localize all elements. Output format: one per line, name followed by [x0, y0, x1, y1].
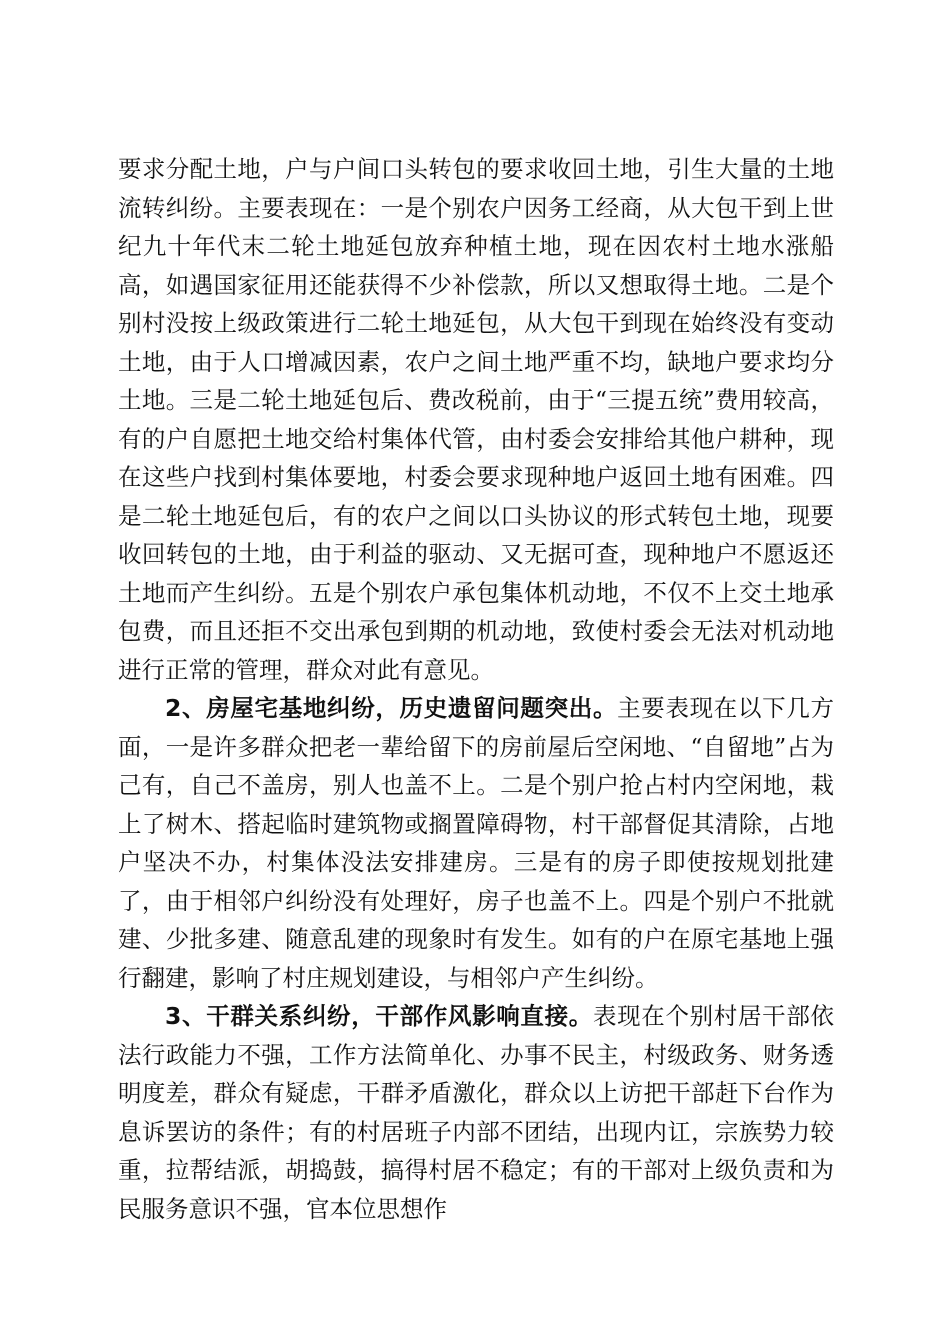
document-body — [118, 150, 834, 1228]
paragraph-text: 表现在个别村居干部依法行政能力不强，工作方法简单化、办事不民主，村级政务、财务透明度差，群众有疑虑，干群矛盾激化，群众以上访把干部赶下台作为息诉罢访的条件；有的村居班子内部不团结，出现内讧，宗族势力较重，拉帮结派，胡捣鼓，搞得村居不稳定；有的干部对上级负责和为民服务意识不强，官本位思想作 — [118, 1002, 834, 1223]
section-heading-cadre-relations: 3、干群关系纠纷，干部作风影响直接。 — [165, 1002, 593, 1030]
paragraph-land-transfer — [118, 150, 834, 689]
paragraph-homestead — [118, 689, 834, 997]
paragraph-cadre-relations — [118, 997, 834, 1228]
paragraph-text: 主要表现在以下几方面，一是许多群众把老一辈给留下的房前屋后空闲地、“自留地”占为己有，自己不盖房，别人也盖不上。二是个别户抢占村内空闲地，栽上了树木、搭起临时建筑物或搁置障碍物，村干部督促其清除，占地户坚决不办，村集体没法安排建房。三是有的房子即使按规划批建了，由于相邻户纠纷没有处理好，房子也盖不上。四是个别户不批就建、少批多建、随意乱建的现象时有发生。如有的户在原宅基地上强行翻建，影响了村庄规划建设，与相邻户产生纠纷。 — [118, 694, 834, 992]
paragraph-text: 要求分配土地，户与户间口头转包的要求收回土地，引生大量的土地流转纠纷。主要表现在：一是个别农户因务工经商，从大包干到上世纪九十年代末二轮土地延包放弃种植土地，现在因农村土地水涨船高，如遇国家征用还能获得不少补偿款，所以又想取得土地。二是个别村没按上级政策进行二轮土地延包，从大包干到现在始终没有变动土地，由于人口增减因素，农户之间土地严重不均，缺地户要求均分土地。三是二轮土地延包后、费改税前，由于“三提五统”费用较高，有的户自愿把土地交给村集体代管，由村委会安排给其他户耕种，现在这些户找到村集体要地，村委会要求现种地户返回土地有困难。四是二轮土地延包后，有的农户之间以口头协议的形式转包土地，现要收回转包的土地，由于利益的驱动、又无据可查，现种地户不愿返还土地而产生纠纷。五是个别农户承包集体机动地，不仅不上交土地承包费，而且还拒不交出承包到期的机动地，致使村委会无法对机动地进行正常的管理，群众对此有意见。 — [118, 155, 834, 684]
section-heading-homestead: 2、房屋宅基地纠纷，历史遗留问题突出。 — [165, 694, 618, 722]
